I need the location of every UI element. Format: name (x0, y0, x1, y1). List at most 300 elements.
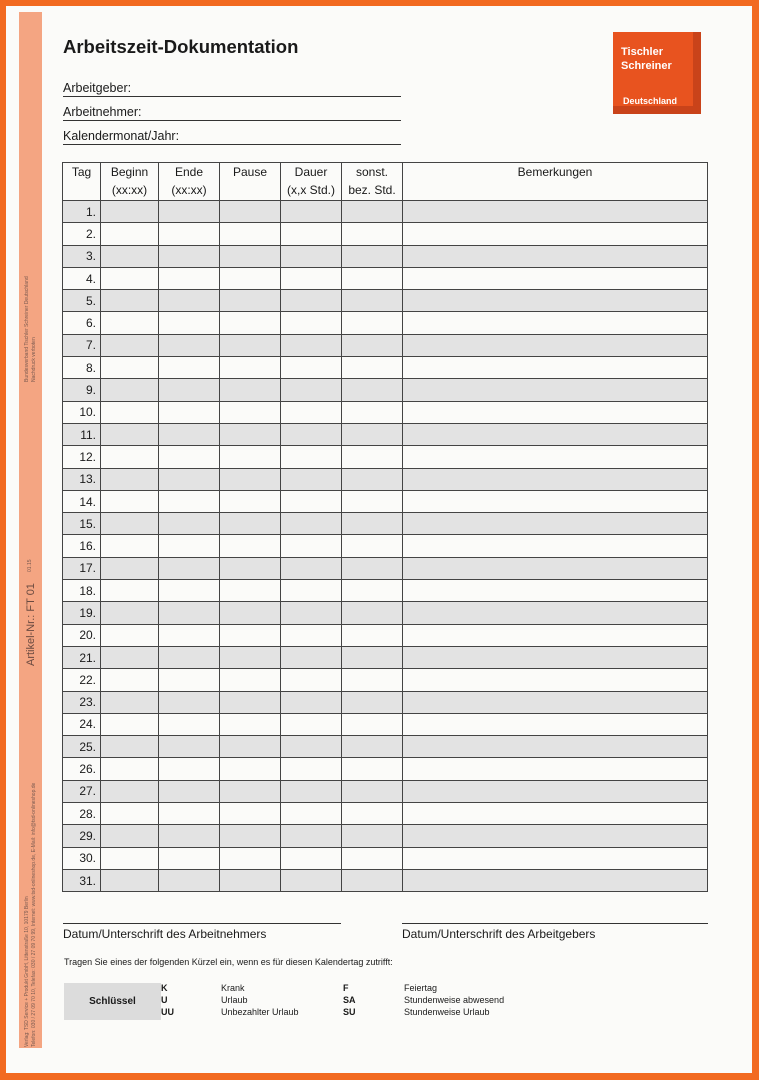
other-hours-cell[interactable] (342, 267, 403, 289)
begin-cell[interactable] (101, 423, 159, 445)
other-hours-cell[interactable] (342, 379, 403, 401)
column-header (159, 163, 220, 201)
other-hours-cell[interactable] (342, 468, 403, 490)
day-cell: 12. (63, 446, 101, 468)
pause-cell[interactable] (220, 312, 281, 334)
table-row (63, 758, 708, 780)
end-cell[interactable] (159, 825, 220, 847)
pause-cell[interactable] (220, 446, 281, 468)
day-cell: 21. (63, 646, 101, 668)
duration-cell[interactable] (281, 669, 342, 691)
table-row (63, 267, 708, 289)
remarks-cell[interactable] (403, 713, 708, 735)
day-cell: 17. (63, 557, 101, 579)
end-cell[interactable] (159, 713, 220, 735)
table-row (63, 334, 708, 356)
end-cell[interactable] (159, 423, 220, 445)
other-hours-cell[interactable] (342, 758, 403, 780)
day-cell: 23. (63, 691, 101, 713)
column-header-line-2: (xx:xx) (171, 183, 207, 197)
begin-cell[interactable] (101, 847, 159, 869)
begin-cell[interactable] (101, 312, 159, 334)
remarks-cell[interactable] (403, 357, 708, 379)
begin-cell[interactable] (101, 446, 159, 468)
key-text: Stundenweise Urlaub (404, 1007, 490, 1017)
begin-cell[interactable] (101, 290, 159, 312)
duration-cell[interactable] (281, 223, 342, 245)
other-hours-cell[interactable] (342, 646, 403, 668)
pause-cell[interactable] (220, 646, 281, 668)
duration-cell[interactable] (281, 312, 342, 334)
duration-cell[interactable] (281, 825, 342, 847)
remarks-cell[interactable] (403, 423, 708, 445)
begin-cell[interactable] (101, 780, 159, 802)
duration-cell[interactable] (281, 691, 342, 713)
table-row (63, 223, 708, 245)
duration-cell[interactable] (281, 290, 342, 312)
employer-signature-label: Datum/Unterschrift des Arbeitgebers (402, 927, 596, 941)
pause-cell[interactable] (220, 691, 281, 713)
other-hours-cell[interactable] (342, 713, 403, 735)
table-row (63, 713, 708, 735)
other-hours-cell[interactable] (342, 357, 403, 379)
end-cell[interactable] (159, 201, 220, 223)
remarks-cell[interactable] (403, 267, 708, 289)
employer-label: Arbeitgeber: (63, 81, 132, 95)
duration-cell[interactable] (281, 535, 342, 557)
day-cell: 19. (63, 602, 101, 624)
remarks-cell[interactable] (403, 223, 708, 245)
table-row (63, 736, 708, 758)
end-cell[interactable] (159, 513, 220, 535)
day-cell: 28. (63, 803, 101, 825)
begin-cell[interactable] (101, 646, 159, 668)
end-cell[interactable] (159, 401, 220, 423)
key-text: Unbezahlter Urlaub (221, 1007, 299, 1017)
begin-cell[interactable] (101, 490, 159, 512)
day-cell: 24. (63, 713, 101, 735)
end-cell[interactable] (159, 290, 220, 312)
begin-cell[interactable] (101, 223, 159, 245)
month-label: Kalendermonat/Jahr: (63, 129, 180, 143)
duration-cell[interactable] (281, 490, 342, 512)
day-cell: 7. (63, 334, 101, 356)
table-row (63, 691, 708, 713)
duration-cell[interactable] (281, 379, 342, 401)
pause-cell[interactable] (220, 557, 281, 579)
other-hours-cell[interactable] (342, 624, 403, 646)
remarks-cell[interactable] (403, 869, 708, 891)
duration-cell[interactable] (281, 267, 342, 289)
table-row (63, 580, 708, 602)
key-code: K (161, 983, 168, 993)
duration-cell[interactable] (281, 557, 342, 579)
side-stripe (19, 12, 42, 1048)
table-row (63, 290, 708, 312)
begin-cell[interactable] (101, 869, 159, 891)
end-cell[interactable] (159, 736, 220, 758)
end-cell[interactable] (159, 468, 220, 490)
end-cell[interactable] (159, 535, 220, 557)
other-hours-cell[interactable] (342, 290, 403, 312)
table-row (63, 446, 708, 468)
pause-cell[interactable] (220, 334, 281, 356)
day-cell: 27. (63, 780, 101, 802)
other-hours-cell[interactable] (342, 312, 403, 334)
day-cell: 20. (63, 624, 101, 646)
begin-cell[interactable] (101, 713, 159, 735)
pause-cell[interactable] (220, 803, 281, 825)
other-hours-cell[interactable] (342, 245, 403, 267)
begin-cell[interactable] (101, 803, 159, 825)
begin-cell[interactable] (101, 691, 159, 713)
day-cell: 11. (63, 423, 101, 445)
key-text: Feiertag (404, 983, 438, 993)
month-field[interactable] (63, 129, 401, 145)
key-code: SU (343, 1007, 356, 1017)
pause-cell[interactable] (220, 423, 281, 445)
pause-cell[interactable] (220, 490, 281, 512)
end-cell[interactable] (159, 357, 220, 379)
begin-cell[interactable] (101, 267, 159, 289)
column-header-line-1: Bemerkungen (517, 165, 593, 179)
pause-cell[interactable] (220, 513, 281, 535)
remarks-cell[interactable] (403, 736, 708, 758)
article-number: Artikel-Nr.: FT 01 (25, 583, 37, 666)
employee-field[interactable] (63, 105, 401, 121)
remarks-cell[interactable] (403, 401, 708, 423)
day-cell: 31. (63, 869, 101, 891)
other-hours-cell[interactable] (342, 691, 403, 713)
table-row (63, 869, 708, 891)
end-cell[interactable] (159, 803, 220, 825)
key-code: U (161, 995, 168, 1005)
publisher-text: Verlag: TSD Service + Produkt GmbH, Littenstraße 10, 10179 Berlin (24, 896, 30, 1047)
end-cell[interactable] (159, 557, 220, 579)
day-cell: 1. (63, 201, 101, 223)
pause-cell[interactable] (220, 758, 281, 780)
day-cell: 9. (63, 379, 101, 401)
end-cell[interactable] (159, 312, 220, 334)
other-hours-cell[interactable] (342, 780, 403, 802)
other-hours-cell[interactable] (342, 223, 403, 245)
table-row (63, 535, 708, 557)
end-cell[interactable] (159, 669, 220, 691)
day-cell: 8. (63, 357, 101, 379)
table-row (63, 423, 708, 445)
employer-signature-line[interactable] (402, 923, 708, 941)
form-sheet (6, 6, 752, 1073)
begin-cell[interactable] (101, 334, 159, 356)
remarks-cell[interactable] (403, 847, 708, 869)
column-header-line-2: (xx:xx) (111, 183, 148, 197)
begin-cell[interactable] (101, 736, 159, 758)
day-cell: 22. (63, 669, 101, 691)
pause-cell[interactable] (220, 736, 281, 758)
end-cell[interactable] (159, 245, 220, 267)
remarks-cell[interactable] (403, 245, 708, 267)
begin-cell[interactable] (101, 379, 159, 401)
end-cell[interactable] (159, 869, 220, 891)
key-instruction: Tragen Sie eines der folgenden Kürzel ein, wenn es für diesen Kalendertag zutrifft: (64, 957, 393, 967)
column-header-line-2: bez. Std. (348, 183, 396, 197)
remarks-cell[interactable] (403, 535, 708, 557)
remarks-cell[interactable] (403, 446, 708, 468)
pause-cell[interactable] (220, 847, 281, 869)
employee-signature-line[interactable] (63, 923, 341, 941)
association-text: Bundesverband Tischler Schreiner Deutschland (24, 276, 30, 382)
other-hours-cell[interactable] (342, 736, 403, 758)
remarks-cell[interactable] (403, 803, 708, 825)
end-cell[interactable] (159, 446, 220, 468)
table-row (63, 245, 708, 267)
end-cell[interactable] (159, 847, 220, 869)
remarks-cell[interactable] (403, 758, 708, 780)
begin-cell[interactable] (101, 245, 159, 267)
duration-cell[interactable] (281, 201, 342, 223)
table-row (63, 468, 708, 490)
pause-cell[interactable] (220, 357, 281, 379)
day-cell: 15. (63, 513, 101, 535)
end-cell[interactable] (159, 758, 220, 780)
column-header (101, 163, 159, 201)
key-code: F (343, 983, 349, 993)
column-header-line-1: sonst. (355, 165, 388, 179)
remarks-cell[interactable] (403, 201, 708, 223)
key-text: Stundenweise abwesend (404, 995, 505, 1005)
end-cell[interactable] (159, 691, 220, 713)
day-cell: 3. (63, 245, 101, 267)
table-row (63, 780, 708, 802)
other-hours-cell[interactable] (342, 423, 403, 445)
day-cell: 14. (63, 490, 101, 512)
remarks-cell[interactable] (403, 669, 708, 691)
other-hours-cell[interactable] (342, 602, 403, 624)
pause-cell[interactable] (220, 825, 281, 847)
page-title: Arbeitszeit-Dokumentation (63, 36, 299, 57)
column-header-line-1: Dauer (294, 165, 328, 179)
duration-cell[interactable] (281, 646, 342, 668)
remarks-cell[interactable] (403, 557, 708, 579)
column-header-line-1: Ende (174, 165, 204, 179)
column-header (281, 163, 342, 201)
begin-cell[interactable] (101, 468, 159, 490)
duration-cell[interactable] (281, 847, 342, 869)
duration-cell[interactable] (281, 468, 342, 490)
pause-cell[interactable] (220, 580, 281, 602)
end-cell[interactable] (159, 267, 220, 289)
table-row (63, 803, 708, 825)
other-hours-cell[interactable] (342, 825, 403, 847)
time-table (62, 162, 708, 892)
column-header (63, 163, 101, 201)
end-cell[interactable] (159, 379, 220, 401)
begin-cell[interactable] (101, 825, 159, 847)
logo-line-3: Deutschland (623, 96, 678, 106)
duration-cell[interactable] (281, 580, 342, 602)
day-cell: 30. (63, 847, 101, 869)
remarks-cell[interactable] (403, 646, 708, 668)
day-cell: 26. (63, 758, 101, 780)
remarks-cell[interactable] (403, 624, 708, 646)
end-cell[interactable] (159, 223, 220, 245)
begin-cell[interactable] (101, 580, 159, 602)
duration-cell[interactable] (281, 357, 342, 379)
column-header-line-2: (x,x Std.) (286, 183, 335, 197)
day-cell: 6. (63, 312, 101, 334)
remarks-cell[interactable] (403, 513, 708, 535)
duration-cell[interactable] (281, 713, 342, 735)
other-hours-cell[interactable] (342, 334, 403, 356)
end-cell[interactable] (159, 334, 220, 356)
pause-cell[interactable] (220, 379, 281, 401)
pause-cell[interactable] (220, 602, 281, 624)
table-row (63, 624, 708, 646)
pause-cell[interactable] (220, 869, 281, 891)
day-cell: 29. (63, 825, 101, 847)
contact-text: Telefon: 030 / 27 09 70 10, Telefax: 030 / 27 09 70 99, Internet: www.tsd-onlineshop.de, E-Mail: info@tsd-onlineshop.de (31, 782, 37, 1047)
pause-cell[interactable] (220, 624, 281, 646)
other-hours-cell[interactable] (342, 803, 403, 825)
day-cell: 25. (63, 736, 101, 758)
remarks-cell[interactable] (403, 780, 708, 802)
end-cell[interactable] (159, 490, 220, 512)
table-row (63, 490, 708, 512)
day-cell: 4. (63, 267, 101, 289)
table-row (63, 847, 708, 869)
table-row (63, 557, 708, 579)
pause-cell[interactable] (220, 201, 281, 223)
pause-cell[interactable] (220, 468, 281, 490)
other-hours-cell[interactable] (342, 513, 403, 535)
begin-cell[interactable] (101, 557, 159, 579)
table-row (63, 357, 708, 379)
pause-cell[interactable] (220, 290, 281, 312)
begin-cell[interactable] (101, 669, 159, 691)
begin-cell[interactable] (101, 357, 159, 379)
duration-cell[interactable] (281, 513, 342, 535)
pause-cell[interactable] (220, 223, 281, 245)
remarks-cell[interactable] (403, 691, 708, 713)
other-hours-cell[interactable] (342, 869, 403, 891)
remarks-cell[interactable] (403, 379, 708, 401)
key-code: UU (161, 1007, 174, 1017)
table-row (63, 379, 708, 401)
remarks-cell[interactable] (403, 490, 708, 512)
remarks-cell[interactable] (403, 334, 708, 356)
duration-cell[interactable] (281, 423, 342, 445)
day-cell: 10. (63, 401, 101, 423)
employer-field[interactable] (63, 81, 401, 97)
remarks-cell[interactable] (403, 468, 708, 490)
pause-cell[interactable] (220, 401, 281, 423)
table-header-row (63, 163, 708, 201)
column-header (403, 163, 708, 201)
duration-cell[interactable] (281, 334, 342, 356)
table-row (63, 646, 708, 668)
day-cell: 18. (63, 580, 101, 602)
other-hours-cell[interactable] (342, 535, 403, 557)
logo-line-1: Tischler (621, 46, 663, 58)
table-row (63, 312, 708, 334)
other-hours-cell[interactable] (342, 201, 403, 223)
table-row (63, 669, 708, 691)
begin-cell[interactable] (101, 513, 159, 535)
end-cell[interactable] (159, 580, 220, 602)
pause-cell[interactable] (220, 669, 281, 691)
other-hours-cell[interactable] (342, 580, 403, 602)
day-cell: 13. (63, 468, 101, 490)
column-header-line-1: Pause (232, 165, 268, 179)
duration-cell[interactable] (281, 602, 342, 624)
table-row (63, 401, 708, 423)
end-cell[interactable] (159, 602, 220, 624)
tischler-schreiner-logo (613, 32, 701, 114)
remarks-cell[interactable] (403, 312, 708, 334)
other-hours-cell[interactable] (342, 847, 403, 869)
other-hours-cell[interactable] (342, 490, 403, 512)
duration-cell[interactable] (281, 780, 342, 802)
duration-cell[interactable] (281, 803, 342, 825)
logo-line-2: Schreiner (621, 60, 672, 72)
pause-cell[interactable] (220, 713, 281, 735)
begin-cell[interactable] (101, 201, 159, 223)
column-header-line-1: Tag (71, 165, 92, 179)
table-row (63, 602, 708, 624)
end-cell[interactable] (159, 780, 220, 802)
version-text: 01.15 (27, 559, 33, 572)
remarks-cell[interactable] (403, 580, 708, 602)
remarks-cell[interactable] (403, 290, 708, 312)
remarks-cell[interactable] (403, 602, 708, 624)
reprint-text: Nachdruck verboten (31, 337, 37, 382)
pause-cell[interactable] (220, 780, 281, 802)
duration-cell[interactable] (281, 736, 342, 758)
end-cell[interactable] (159, 624, 220, 646)
duration-cell[interactable] (281, 869, 342, 891)
duration-cell[interactable] (281, 446, 342, 468)
other-hours-cell[interactable] (342, 446, 403, 468)
begin-cell[interactable] (101, 624, 159, 646)
key-text: Krank (221, 983, 245, 993)
day-cell: 2. (63, 223, 101, 245)
day-cell: 5. (63, 290, 101, 312)
pause-cell[interactable] (220, 245, 281, 267)
other-hours-cell[interactable] (342, 669, 403, 691)
begin-cell[interactable] (101, 535, 159, 557)
pause-cell[interactable] (220, 267, 281, 289)
end-cell[interactable] (159, 646, 220, 668)
table-row (63, 201, 708, 223)
begin-cell[interactable] (101, 401, 159, 423)
other-hours-cell[interactable] (342, 557, 403, 579)
key-text: Urlaub (221, 995, 248, 1005)
other-hours-cell[interactable] (342, 401, 403, 423)
duration-cell[interactable] (281, 245, 342, 267)
duration-cell[interactable] (281, 624, 342, 646)
key-label: Schlüssel (64, 983, 161, 1020)
day-cell: 16. (63, 535, 101, 557)
begin-cell[interactable] (101, 602, 159, 624)
remarks-cell[interactable] (403, 825, 708, 847)
begin-cell[interactable] (101, 758, 159, 780)
table-row (63, 825, 708, 847)
duration-cell[interactable] (281, 401, 342, 423)
duration-cell[interactable] (281, 758, 342, 780)
column-header (342, 163, 403, 201)
pause-cell[interactable] (220, 535, 281, 557)
column-header (220, 163, 281, 201)
